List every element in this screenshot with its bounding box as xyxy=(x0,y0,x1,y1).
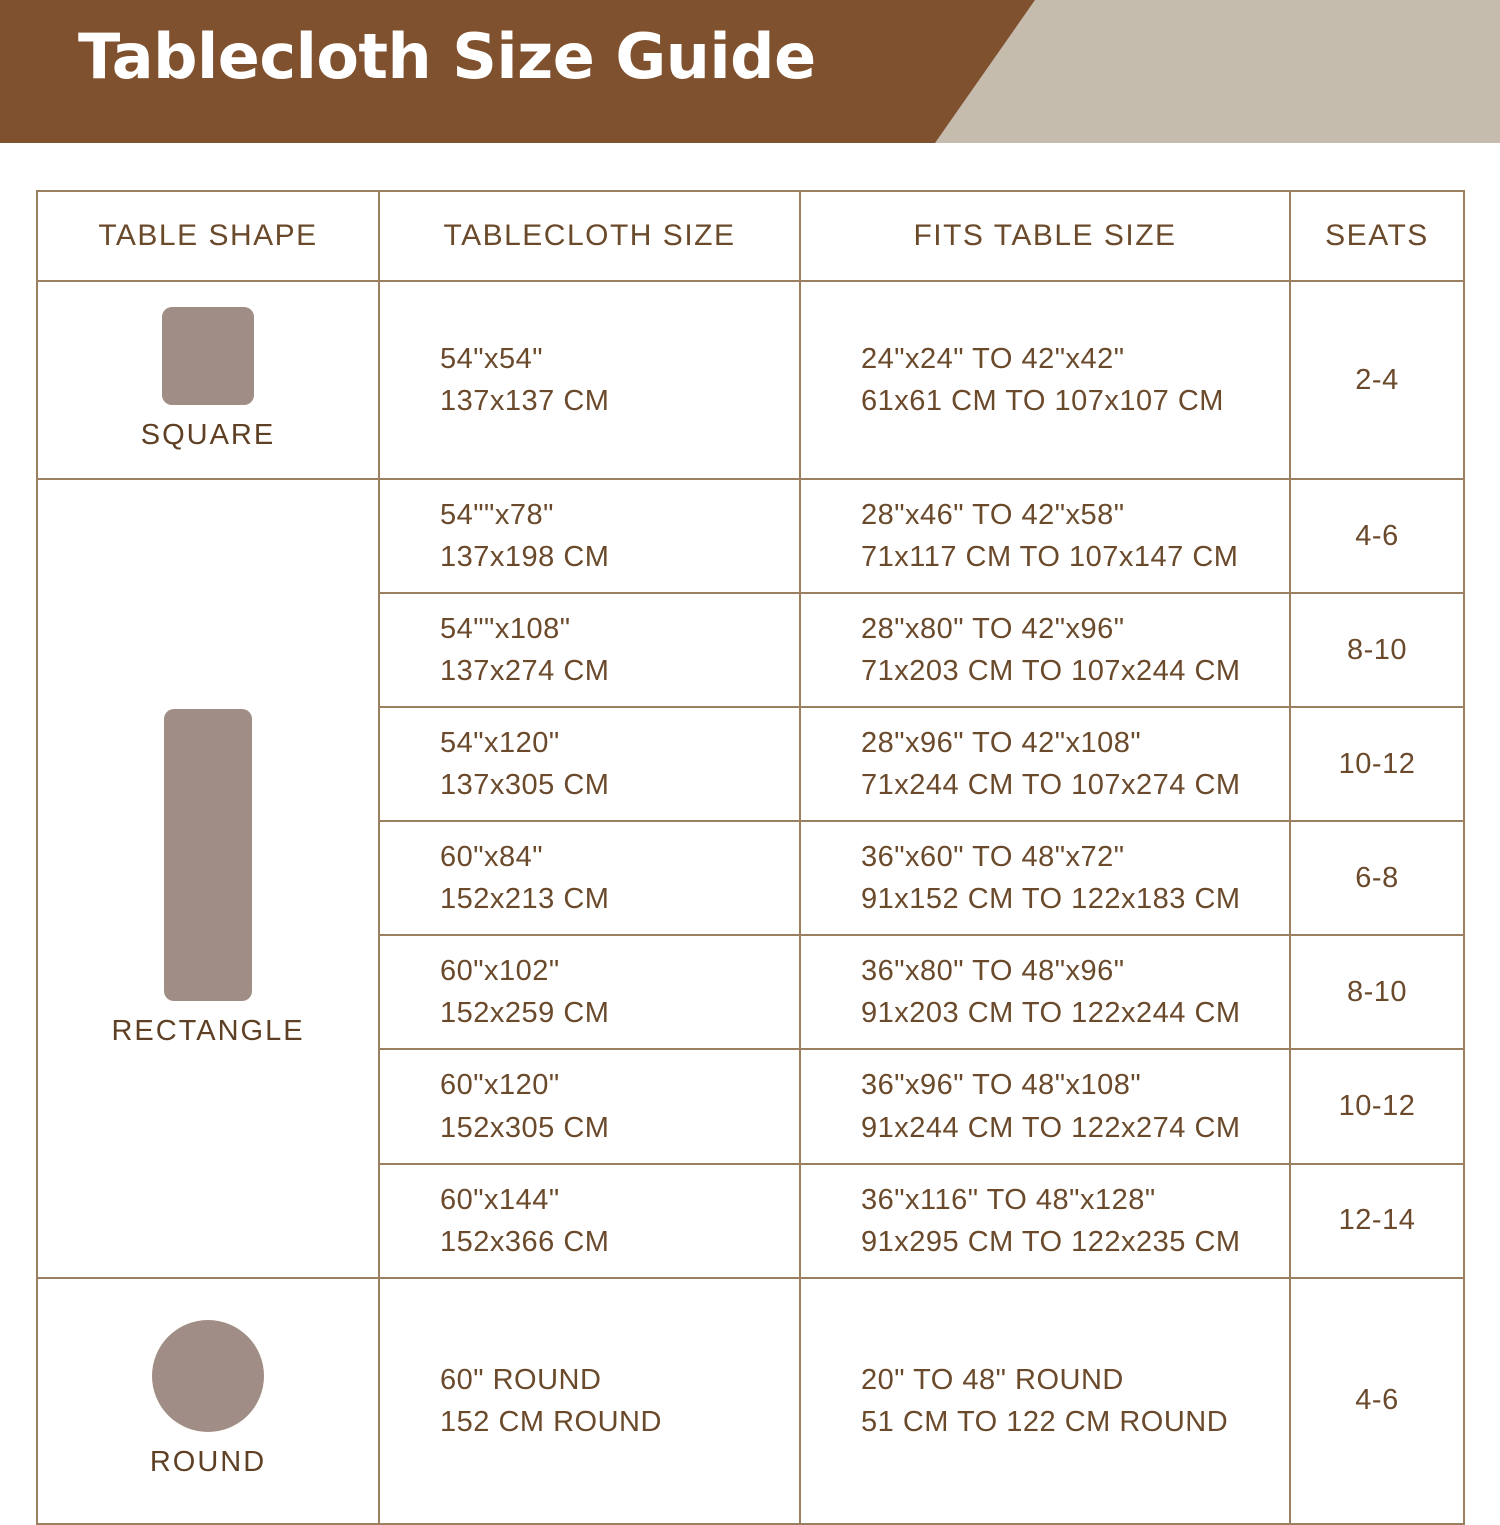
size-cm: 152x305 CM xyxy=(440,1111,610,1144)
fits-cm: 71x117 CM TO 107x147 CM xyxy=(861,541,1239,574)
fits-inches: 36"x60" TO 48"x72" xyxy=(861,841,1125,874)
tablecloth-size-cell xyxy=(379,935,800,1049)
fits-table-size-cell xyxy=(800,1049,1290,1163)
fits-inches: 20" TO 48" ROUND xyxy=(861,1363,1124,1396)
size-inches: 54"x54" xyxy=(440,342,544,375)
fits-inches: 36"x80" TO 48"x96" xyxy=(861,955,1125,988)
size-inches: 60"x144" xyxy=(440,1183,560,1216)
square-shape-icon xyxy=(162,307,254,405)
header-banner xyxy=(0,0,1500,143)
fits-cm: 91x152 CM TO 122x183 CM xyxy=(861,883,1241,916)
table-header xyxy=(37,191,1464,281)
fits-inches: 24"x24" TO 42"x42" xyxy=(861,342,1125,375)
fits-table-size-cell xyxy=(800,479,1290,593)
fits-cm: 61x61 CM TO 107x107 CM xyxy=(861,385,1224,417)
size-cm: 152 CM ROUND xyxy=(440,1405,662,1438)
tablecloth-size-cell xyxy=(379,1164,800,1278)
fits-table-size-cell xyxy=(800,1278,1290,1524)
shape-label-rectangle: RECTANGLE xyxy=(111,1014,305,1047)
fits-inches: 36"x116" TO 48"x128" xyxy=(861,1183,1156,1216)
column-header-tablecloth-size: TABLECLOTH SIZE xyxy=(379,191,800,281)
seats-cell: 4-6 xyxy=(1290,479,1464,593)
table-header-row xyxy=(37,191,1464,281)
shape-label-square: SQUARE xyxy=(140,418,276,451)
table-body xyxy=(37,281,1464,1524)
table-row xyxy=(37,479,1464,593)
size-inches: 54"x120" xyxy=(440,727,560,760)
size-inches: 60"x84" xyxy=(440,841,544,874)
seats-cell: 10-12 xyxy=(1290,1049,1464,1163)
table-row xyxy=(37,1278,1464,1524)
tablecloth-size-cell xyxy=(379,1049,800,1163)
column-header-seats: SEATS xyxy=(1290,191,1464,281)
column-header-table-shape: TABLE SHAPE xyxy=(37,191,379,281)
fits-table-size-cell xyxy=(800,281,1290,479)
size-guide-table xyxy=(36,190,1465,1525)
size-cm: 137x274 CM xyxy=(440,655,610,688)
size-inches: 54""x78" xyxy=(440,499,554,531)
column-header-fits-table-size: FITS TABLE SIZE xyxy=(800,191,1290,281)
fits-inches: 28"x80" TO 42"x96" xyxy=(861,613,1125,646)
seats-cell: 8-10 xyxy=(1290,935,1464,1049)
size-inches: 54""x108" xyxy=(440,613,571,646)
tablecloth-size-cell xyxy=(379,821,800,935)
rectangle-shape-icon xyxy=(164,709,252,1001)
fits-table-size-cell xyxy=(800,707,1290,821)
size-cm: 137x198 CM xyxy=(440,541,610,574)
round-shape-icon xyxy=(152,1320,264,1432)
size-cm: 152x213 CM xyxy=(440,883,610,916)
tablecloth-size-cell xyxy=(379,593,800,707)
tablecloth-size-cell xyxy=(379,479,800,593)
size-cm: 137x305 CM xyxy=(440,769,610,802)
size-inches: 60" ROUND xyxy=(440,1363,602,1396)
fits-cm: 91x295 CM TO 122x235 CM xyxy=(861,1225,1241,1258)
page-title: Tablecloth Size Guide xyxy=(78,20,816,93)
seats-cell: 6-8 xyxy=(1290,821,1464,935)
shape-cell-rectangle xyxy=(37,479,379,1278)
seats-cell: 4-6 xyxy=(1290,1278,1464,1524)
table-row xyxy=(37,281,1464,479)
fits-cm: 91x244 CM TO 122x274 CM xyxy=(861,1111,1241,1144)
seats-cell: 12-14 xyxy=(1290,1164,1464,1278)
size-guide-table-container xyxy=(36,190,1463,1525)
fits-table-size-cell xyxy=(800,1164,1290,1278)
shape-cell-round xyxy=(37,1278,379,1524)
fits-table-size-cell xyxy=(800,821,1290,935)
tablecloth-size-cell xyxy=(379,281,800,479)
size-cm: 137x137 CM xyxy=(440,385,610,417)
seats-cell: 8-10 xyxy=(1290,593,1464,707)
tablecloth-size-cell xyxy=(379,707,800,821)
fits-inches: 36"x96" TO 48"x108" xyxy=(861,1069,1142,1102)
fits-table-size-cell xyxy=(800,935,1290,1049)
fits-table-size-cell xyxy=(800,593,1290,707)
size-cm: 152x366 CM xyxy=(440,1225,610,1258)
seats-cell: 10-12 xyxy=(1290,707,1464,821)
fits-cm: 51 CM TO 122 CM ROUND xyxy=(861,1405,1229,1438)
tablecloth-size-cell xyxy=(379,1278,800,1524)
fits-inches: 28"x96" TO 42"x108" xyxy=(861,727,1142,760)
seats-cell: 2-4 xyxy=(1290,281,1464,479)
size-inches: 60"x120" xyxy=(440,1069,560,1102)
fits-cm: 71x203 CM TO 107x244 CM xyxy=(861,655,1241,688)
fits-inches: 28"x46" TO 42"x58" xyxy=(861,499,1125,531)
fits-cm: 71x244 CM TO 107x274 CM xyxy=(861,769,1241,802)
shape-label-round: ROUND xyxy=(149,1446,267,1479)
fits-cm: 91x203 CM TO 122x244 CM xyxy=(861,997,1241,1030)
shape-cell-square xyxy=(37,281,379,479)
size-cm: 152x259 CM xyxy=(440,997,610,1030)
size-inches: 60"x102" xyxy=(440,955,560,988)
